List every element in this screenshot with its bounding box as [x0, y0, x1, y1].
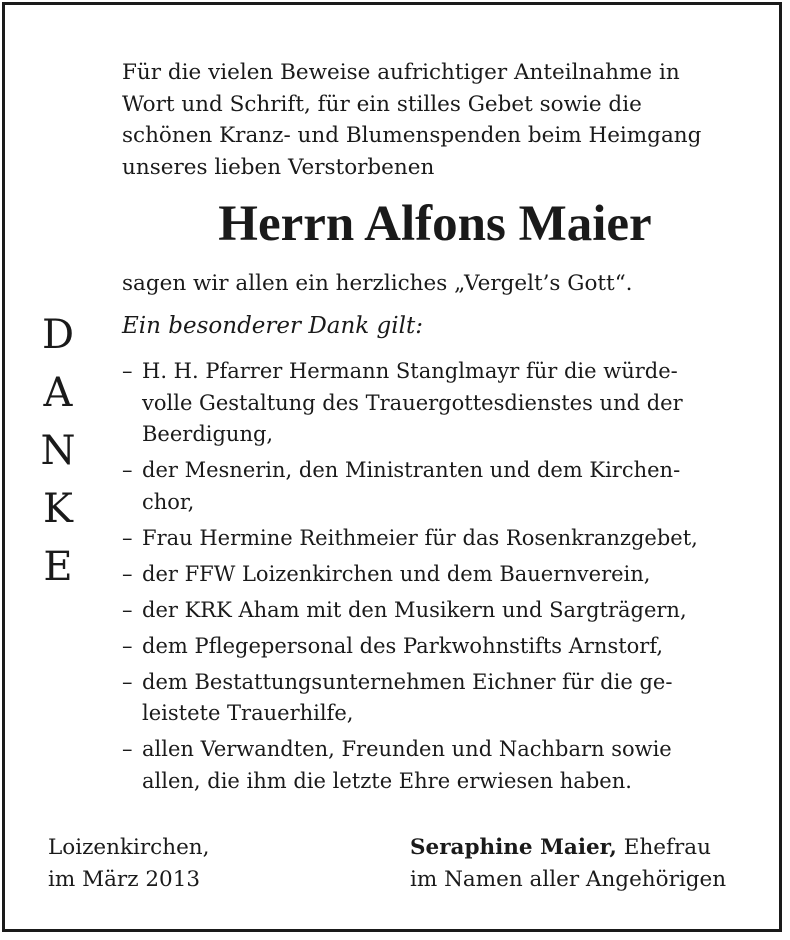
signer-role: Ehefrau: [623, 835, 711, 860]
intro-line: Wort und Schrift, für ein stilles Gebet sowie die: [122, 91, 642, 117]
list-item-line: allen, die ihm die letzte Ehre erwiesen haben.: [142, 768, 632, 793]
list-item: [122, 356, 746, 451]
list-item: [122, 667, 746, 730]
list-item-line: Frau Hermine Reithmeier für das Rosenkranzgebet,: [142, 525, 698, 550]
special-thanks-heading: Ein besonderer Dank gilt:: [122, 313, 423, 339]
place-date: [48, 832, 209, 895]
intro-paragraph: [122, 57, 746, 183]
list-item-line: volle Gestaltung des Trauergottesdienstes und der: [142, 390, 683, 415]
list-item-line: dem Bestattungsunternehmen Eichner für die ge-: [142, 669, 673, 694]
thanks-line: sagen wir allen ein herzliches „Vergelt’s Gott“.: [122, 271, 633, 296]
date: im März 2013: [48, 866, 201, 892]
intro-line: Für die vielen Beweise aufrichtiger Anteilnahme in: [122, 60, 680, 85]
signature-line-1: [410, 832, 726, 864]
list-dash: –: [122, 669, 133, 694]
list-item: [122, 455, 746, 518]
thanks-list: [122, 356, 746, 802]
intro-line: unseres lieben Verstorbenen: [122, 154, 435, 180]
list-dash: –: [122, 458, 133, 482]
list-item-line: dem Pflegepersonal des Parkwohnstifts Arnstorf,: [142, 633, 664, 658]
list-item: [122, 559, 746, 591]
danke-letter: E: [43, 544, 73, 590]
danke-letter: K: [43, 486, 73, 532]
list-item-line: leistete Trauerhilfe,: [142, 701, 354, 725]
list-item: [122, 631, 746, 663]
list-item-line: H. H. Pfarrer Hermann Stanglmayr für die würde-: [142, 359, 678, 383]
list-item-line: chor,: [142, 489, 195, 514]
list-item-line: der Mesnerin, den Ministranten und dem Kirchen-: [142, 458, 681, 482]
list-dash: –: [122, 525, 133, 550]
danke-letter: D: [41, 312, 75, 358]
list-item-line: der KRK Aham mit den Musikern und Sargträgern,: [142, 597, 687, 622]
danke-letter: A: [43, 370, 73, 416]
danke-letter: N: [40, 428, 76, 474]
list-item: [122, 734, 746, 797]
signer-line-2: im Namen aller Angehörigen: [410, 866, 727, 892]
list-item-line: Beerdigung,: [142, 422, 274, 446]
intro-line: schönen Kranz- und Blumenspenden beim Heimgang: [122, 123, 702, 148]
signer-name: Seraphine Maier,: [410, 835, 617, 860]
list-dash: –: [122, 737, 133, 761]
place: Loizenkirchen,: [48, 835, 210, 860]
list-item: [122, 523, 746, 555]
danke-vertical-word: [36, 306, 80, 596]
signature: [410, 832, 726, 895]
list-item: [122, 595, 746, 627]
list-dash: –: [122, 633, 133, 658]
list-item-line: der FFW Loizenkirchen und dem Bauernverein,: [142, 561, 651, 586]
list-dash: –: [122, 359, 133, 383]
list-dash: –: [122, 597, 133, 622]
list-dash: –: [122, 561, 133, 586]
deceased-name: Herrn Alfons Maier: [218, 196, 652, 252]
list-item-line: allen Verwandten, Freunden und Nachbarn sowie: [142, 737, 672, 761]
